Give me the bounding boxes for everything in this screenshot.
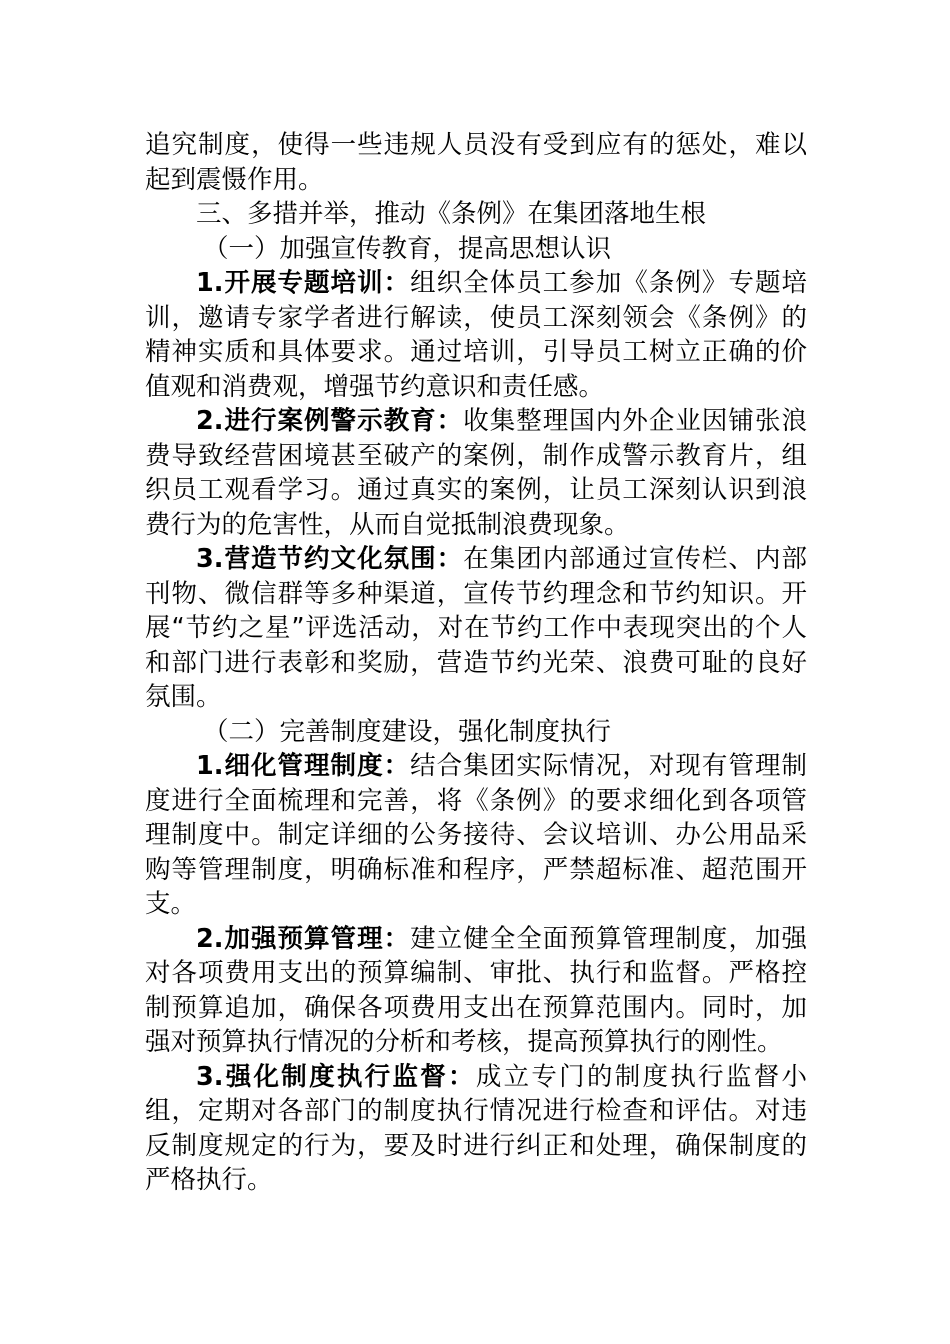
paragraph-body: 在集团内部通过宣传栏、内部刊物、微信群等多种渠道，宣传节约理念和节约知识。开展“节约之星”评选活动，对在节约工作中表现突出的个人和部门进行表彰和奖励，营造节约光荣、浪费可耻的良好氛围。	[145, 544, 807, 712]
paragraph-body: 结合集团实际情况，对现有管理制度进行全面梳理和完善，将《条例》的要求细化到各项管理制度中。制定详细的公务接待、会议培训、办公用品采购等管理制度，明确标准和程序，严禁超标准、超范围开支。	[145, 751, 807, 919]
paragraph-lead: 3.强化制度执行监督：	[196, 1061, 476, 1092]
paragraph-lead: 1.细化管理制度：	[196, 751, 411, 781]
paragraph-lead: 3.营造节约文化氛围：	[196, 544, 464, 574]
paragraph-body: 建立健全全面预算管理制度，加强对各项费用支出的预算编制、审批、执行和监督。严格控制预算追加，确保各项费用支出在预算范围内。同时，加强对预算执行情况的分析和考核，提高预算执行的刚性。	[145, 923, 807, 1057]
paragraph-lead: 2.进行案例警示教育：	[196, 406, 464, 436]
paragraph-body: 组织全体员工参加《条例》专题培训，邀请专家学者进行解读，使员工深刻领会《条例》的精神实质和具体要求。通过培训，引导员工树立正确的价值观和消费观，增强节约意识和责任感。	[145, 268, 807, 402]
paragraph-management-rules	[145, 749, 807, 922]
paragraph-budget	[145, 922, 807, 1060]
document-page	[145, 128, 807, 1198]
paragraph-body: 成立专门的制度执行监督小组，定期对各部门的制度执行情况进行检查和评估。对违反制度规定的行为，要及时进行纠正和处理，确保制度的严格执行。	[145, 1061, 807, 1195]
paragraph-body: 收集整理国内外企业因铺张浪费导致经营困境甚至破产的案例，制作成警示教育片，组织员工观看学习。通过真实的案例，让员工深刻认识到浪费行为的危害性，从而自觉抵制浪费现象。	[145, 406, 807, 540]
paragraph-case-warning	[145, 404, 807, 542]
section-heading-3: 三、多措并举，推动《条例》在集团落地生根	[196, 199, 707, 229]
paragraph-training	[145, 266, 807, 404]
subsection-heading-2: （二）完善制度建设，强化制度执行	[203, 716, 612, 747]
paragraph-saving-culture	[145, 542, 807, 715]
paragraph-lead: 1.开展专题培训：	[196, 268, 411, 298]
paragraph-supervision	[145, 1060, 807, 1198]
paragraph-lead: 2.加强预算管理：	[196, 923, 411, 954]
subsection-heading-1: （一）加强宣传教育，提高思想认识	[203, 233, 612, 264]
paragraph-continuation: 追究制度，使得一些违规人员没有受到应有的惩处，难以起到震慑作用。	[145, 130, 807, 195]
